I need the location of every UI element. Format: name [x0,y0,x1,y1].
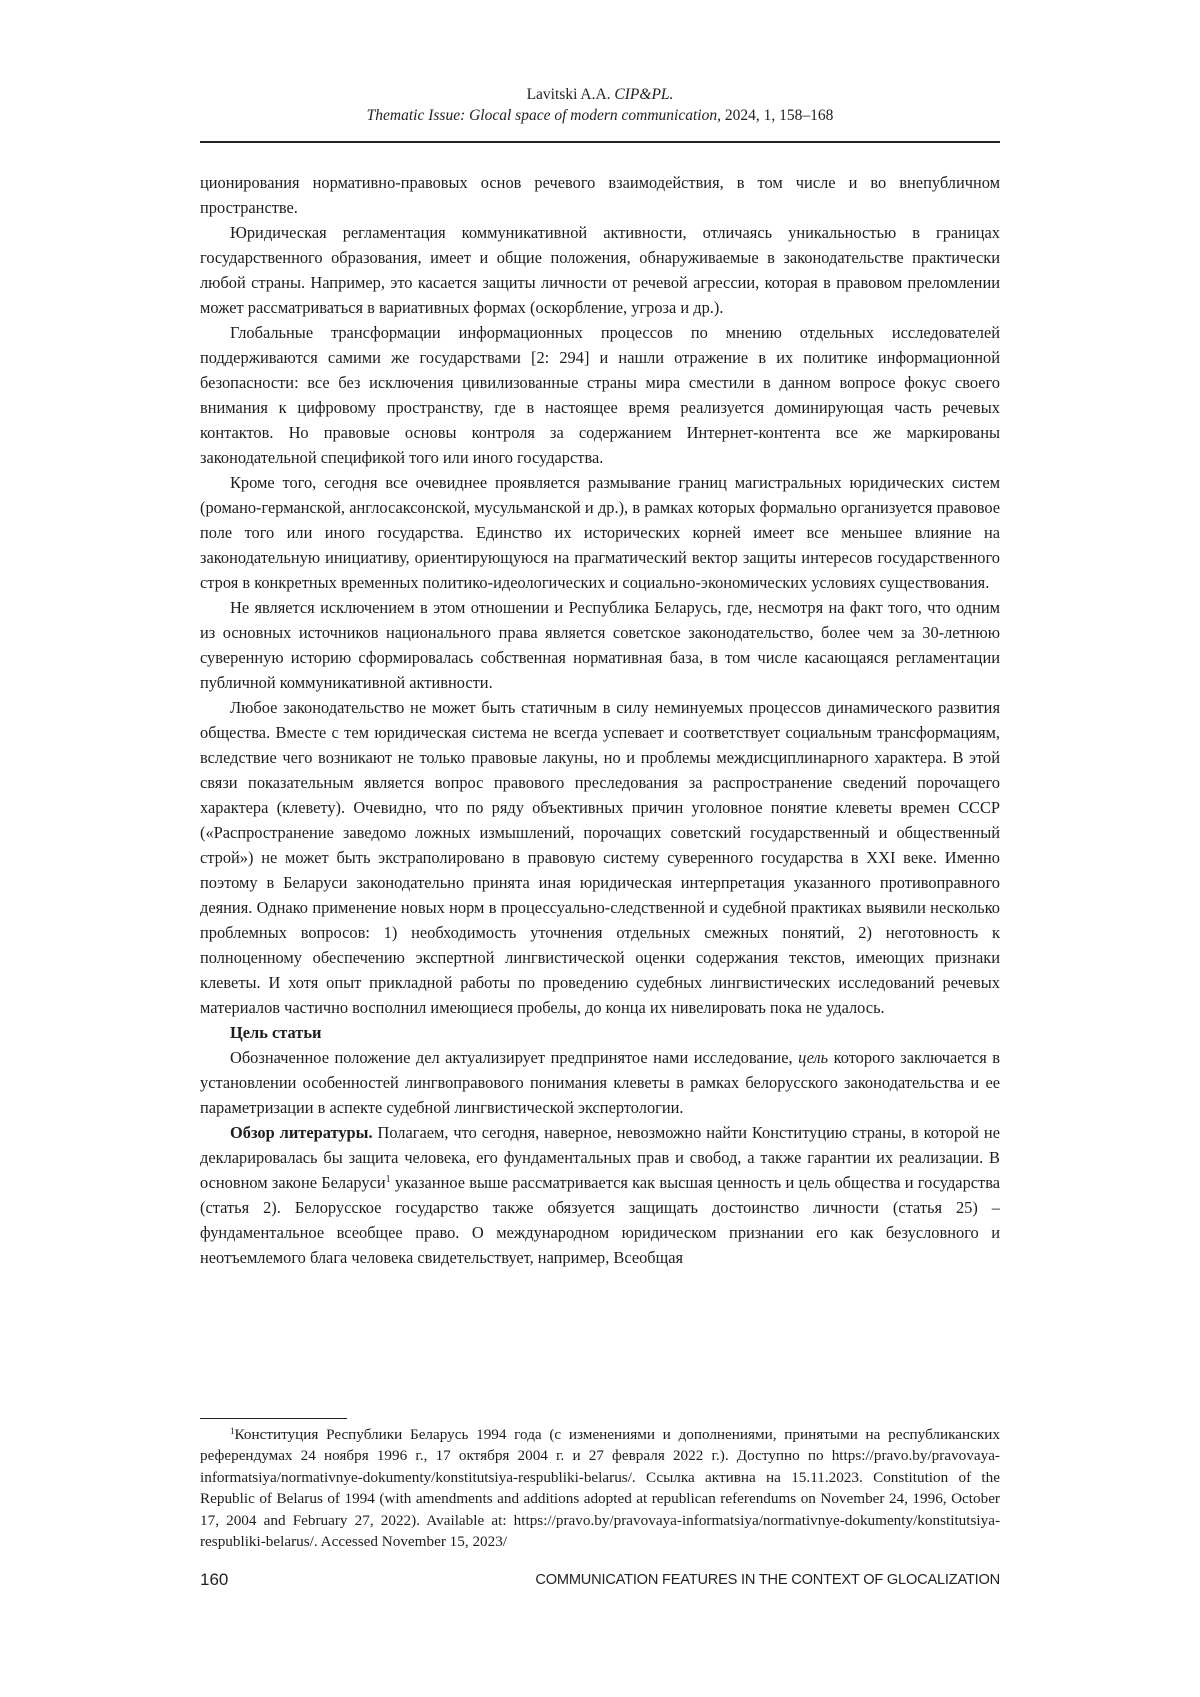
aim-term: цель [798,1048,829,1067]
header-divider [200,141,1000,143]
review-text-after: указанное выше рассматривается как высшая ценность и цель общества и государства (статья 2). Белорусское государство также обязуется защищать достоинство личности (статья 25) – фундаментальное всеобщее право. О международном юридическом признании его как безусловного и неотъемлемого блага человека свидетельствует, например, Всеобщая [200,1173,1000,1267]
header-author: Lavitski A.A. [526,86,611,103]
paragraph: Не является исключением в этом отношении и Республика Беларусь, где, несмотря на факт того, что одним из основных источников национального права является советское законодательство, более чем за 30-летнюю суверенную историю сформировалась собственная нормативная база, в том числе касающаяся регламентации публичной коммуникативной активности. [200,598,1000,692]
header-issue-line [200,105,1000,126]
aim-text-before: Обозначенное положение дел актуализирует предпринятое нами исследование, [230,1048,793,1067]
footnote-divider [200,1418,347,1419]
page-number: 160 [200,1570,229,1589]
paragraph: ционирования нормативно-правовых основ речевого взаимодействия, в том числе и во внепубличном пространстве. [200,173,1000,217]
running-footer-title: COMMUNICATION FEATURES IN THE CONTEXT OF GLOCALIZATION [535,1572,1000,1588]
aim-heading-text: Цель статьи [230,1023,322,1042]
review-heading: Обзор литературы. [230,1123,373,1142]
aim-paragraph [200,1045,1000,1120]
footnote-text: Конституция Республики Беларусь 1994 года (с изменениями и дополнениями, принятыми на республиканских референдумах 24 ноября 1996 г., 17 октября 2004 г. и 27 февраля 2022 г.). Доступно по https://pravo.by/pravovaya-informatsiya/normativnye-dokumenty/konstitutsiya-respubliki-belarus/. Ссылка активна на 15.11.2023. Constitution of the Republic of Belarus of 1994 (with amendments and additions adopted at republican referendums on November 24, 1996, October 17, 2004 and February 27, 2022). Available at: https://pravo.by/pravovaya-informatsiya/normativnye-dokumenty/konstitutsiya-respubliki-belarus/. Accessed November 15, 2023/ [200,1426,1000,1551]
article-body [200,170,1000,1270]
footnote [200,1424,1000,1552]
paragraph: Любое законодательство не может быть статичным в силу неминуемых процессов динамического развития общества. Вместе с тем юридическая система не всегда успевает и соответствует социальным трансформациям, вследствие чего возникают не только правовые лакуны, но и проблемы междисциплинарного характера. В этой связи показательным является вопрос правового преследования за распространение сведений порочащего характера (клевету). Очевидно, что по ряду объективных причин уголовное понятие клеветы времен СССР («Распространение заведомо ложных измышлений, порочащих советский государственный и общественный строй») не может быть экстраполировано в правовую систему суверенного государства в XXI веке. Именно поэтому в Беларуси законодательно принята иная юридическая интерпретация указанного противоправного деяния. Однако применение новых норм в процессуально-следственной и судебной практиках выявили несколько проблемных вопросов: 1) необходимость уточнения отдельных смежных понятий, 2) неготовность к полноценному обеспечению экспертной лингвистической оценки содержания текстов, имеющих признаки клеветы. И хотя опыт прикладной работы по проведению судебных лингвистических исследований речевых материалов частично восполнил имеющиеся пробелы, до конца их нивелировать пока не удалось. [200,698,1000,1017]
header-journal: CIP&PL. [614,86,674,103]
aim-text-after: которого заключается в установлении особенностей лингвоправового понимания клеветы в рамках белорусского законодательства и ее параметризации в аспекте судебной лингвистической экспертологии. [200,1048,1000,1117]
review-text-before: Полагаем, что сегодня, наверное, невозможно найти Конституцию страны, в которой не декларировалась бы защита человека, его фундаментальных прав и свобод, а также гарантии их реализации. В основном законе Беларуси [200,1123,1000,1192]
paragraph: Глобальные трансформации информационных процессов по мнению отдельных исследователей поддерживаются самими же государствами [2: 294] и нашли отражение в их политике информационной безопасности: все без исключения цивилизованные страны мира сместили в данном вопросе фокус своего внимания к цифровому пространству, где в настоящее время реализуется доминирующая часть речевых контактов. Но правовые основы контроля за содержанием Интернет-контента все же маркированы законодательной спецификой того или иного государства. [200,323,1000,467]
header-author-line [200,84,1000,105]
header-issue-details: 2024, 1, 158–168 [724,107,834,124]
footnote-reference[interactable]: 1 [385,1174,391,1185]
running-header [200,84,1000,126]
paragraph: Юридическая регламентация коммуникативной активности, отличаясь уникальностью в границах государственного образования, имеет и общие положения, обнаруживаемые в законодательстве практически любой страны. Например, это касается защиты личности от речевой агрессии, которая в правовом преломлении может рассматриваться в вариативных формах (оскорбление, угроза и др.). [200,223,1000,317]
header-issue-label: Thematic Issue: Glocal space of modern communication, [366,107,721,124]
review-paragraph [200,1120,1000,1270]
footnote-marker: 1 [230,1426,235,1436]
paragraph: Кроме того, сегодня все очевиднее проявляется размывание границ магистральных юридических систем (романо-германской, англосаксонской, мусульманской и др.), в рамках которых формально организуется правовое поле того или иного государства. Единство их исторических корней имеет все меньшее влияние на законодательную инициативу, ориентирующуюся на прагматический вектор защиты интересов государственного строя в конкретных временных политико-идеологических и социально-экономических условиях существования. [200,473,1000,592]
aim-heading [200,1020,1000,1045]
